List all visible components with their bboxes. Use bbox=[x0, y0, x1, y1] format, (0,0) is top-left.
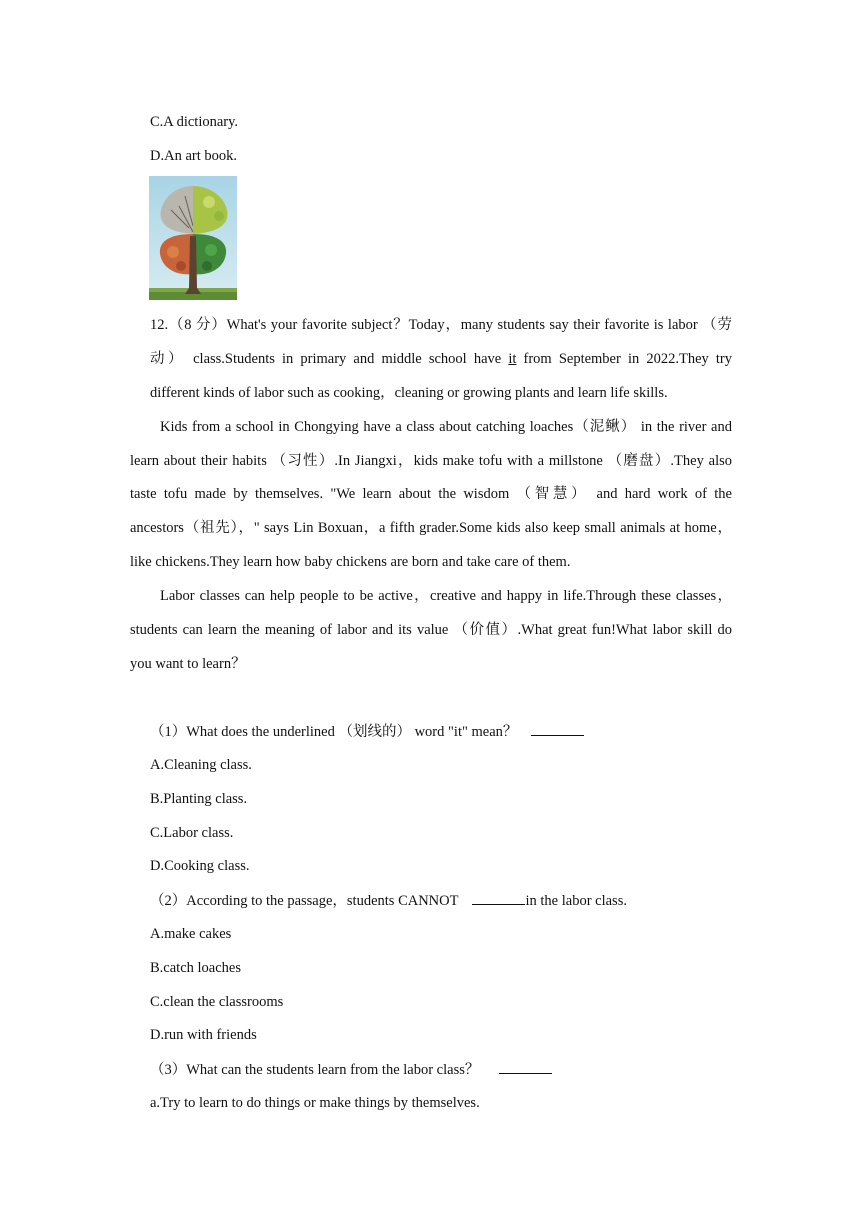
passage-line: students can learn the meaning of labor and its value （价值）.What great fun!What labor skill do bbox=[130, 622, 732, 638]
sub-question-2: （2）According to the passage，students CANNOT in the labor class. bbox=[150, 893, 627, 909]
option-d: D.Cooking class. bbox=[150, 858, 250, 874]
sub-question-3: （3）What can the students learn from the labor class？ bbox=[150, 1062, 552, 1078]
passage-line: Kids from a school in Chongying have a class about catching loaches（泥鳅） in the river and bbox=[160, 419, 732, 435]
underlined-word: it bbox=[508, 351, 517, 367]
passage-line: learn about their habits （习性）.In Jiangxi，kids make tofu with a millstone （磨盘）.They also bbox=[130, 453, 732, 469]
option-d: D.An art book. bbox=[150, 148, 237, 164]
option-b: B.Planting class. bbox=[150, 791, 248, 807]
option-d: D.run with friends bbox=[150, 1027, 257, 1043]
passage-line: like chickens.They learn how baby chickens are born and take care of them. bbox=[130, 554, 571, 570]
option-a: A.make cakes bbox=[150, 926, 232, 942]
passage-line: you want to learn？ bbox=[130, 656, 246, 672]
passage-line: taste tofu made by themselves. "We learn about the wisdom （智慧） and hard work of the bbox=[130, 486, 732, 502]
answer-blank[interactable] bbox=[472, 893, 525, 905]
four-seasons-tree-image bbox=[149, 176, 237, 300]
passage-line: 动） class.Students in primary and middle school have it from September in 2022.They try bbox=[150, 351, 732, 367]
option-c: C.A dictionary. bbox=[150, 114, 239, 130]
option-b: B.catch loaches bbox=[150, 960, 241, 976]
answer-blank[interactable] bbox=[499, 1062, 552, 1074]
passage-line: different kinds of labor such as cooking，cleaning or growing plants and learn life skills. bbox=[150, 385, 668, 401]
passage-line: 12.（8 分）What's your favorite subject？Today，many students say their favorite is labor （劳 bbox=[150, 317, 732, 333]
option-a: A.Cleaning class. bbox=[150, 757, 252, 773]
passage-line: Labor classes can help people to be active，creative and happy in life.Through these classes， bbox=[160, 588, 732, 604]
answer-blank[interactable] bbox=[531, 724, 584, 736]
option-c: C.Labor class. bbox=[150, 825, 234, 841]
option-a: a.Try to learn to do things or make things by themselves. bbox=[150, 1095, 480, 1111]
sub-question-1: （1）What does the underlined （划线的） word "it" mean？ bbox=[150, 724, 584, 740]
passage-line: ancestors（祖先），" says Lin Boxuan，a fifth grader.Some kids also keep small animals at home， bbox=[130, 520, 732, 536]
option-c: C.clean the classrooms bbox=[150, 994, 284, 1010]
